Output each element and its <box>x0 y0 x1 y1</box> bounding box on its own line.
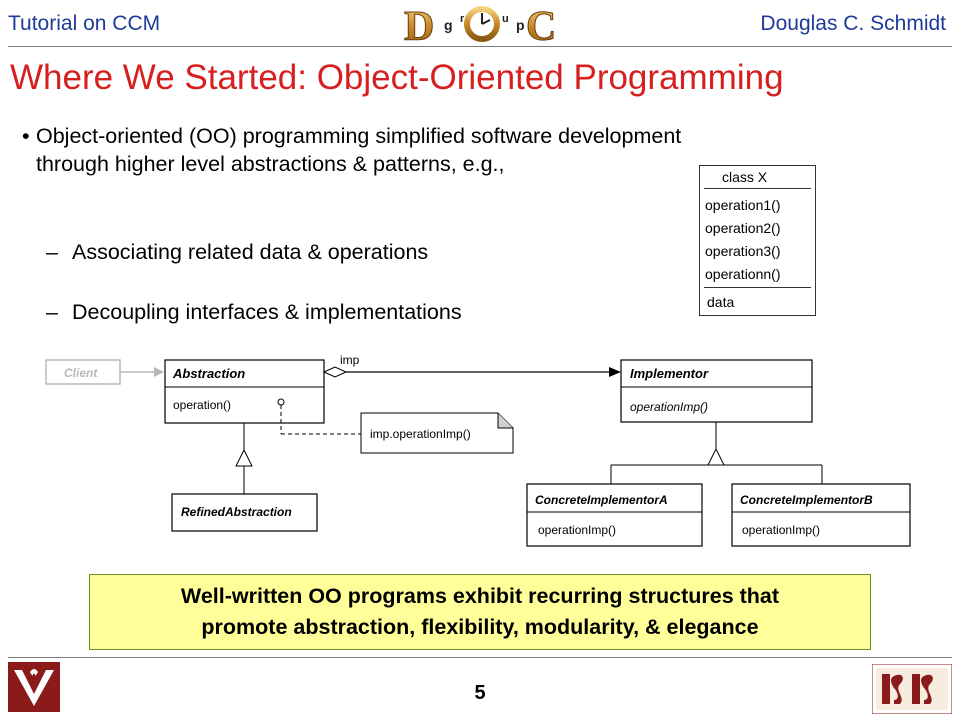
class-x-box <box>699 165 816 316</box>
class-x-name: class X <box>722 169 768 185</box>
logo-letter-d: D <box>404 4 435 46</box>
class-x-data: data <box>707 294 735 310</box>
logo-letter-c: C <box>526 4 557 46</box>
sub-bullet-2 <box>46 300 462 325</box>
logo-letter-r: r <box>460 13 465 25</box>
imp-label: imp <box>340 353 360 367</box>
logo-letter-p: p <box>516 17 525 33</box>
header-right-text: Douglas C. Schmidt <box>760 12 946 35</box>
abstraction-operation: operation() <box>173 398 232 412</box>
isis-logo-icon <box>872 664 952 714</box>
header-left-text: Tutorial on CCM <box>8 12 161 35</box>
callout-line-1: Well-written OO programs exhibit recurring structures that <box>180 584 780 608</box>
aggregation-diamond-icon <box>324 367 346 377</box>
class-x-operation: operationn() <box>705 266 781 282</box>
concrete-implementor-a-label: ConcreteImplementorA <box>535 493 668 507</box>
header-divider <box>8 46 952 47</box>
concrete-implementor-a-operation: operationImp() <box>538 523 617 537</box>
sub-bullet-2-text: Decoupling interfaces & implementations <box>72 300 462 324</box>
class-x-divider <box>704 188 811 189</box>
logo-letter-g: g <box>444 17 453 33</box>
main-bullet-text: Object-oriented (OO) programming simplified software development through higher level abstractions & patterns, e.g., <box>36 124 682 176</box>
class-x-divider <box>704 287 811 288</box>
client-label: Client <box>64 366 98 380</box>
footer-divider <box>8 657 952 658</box>
class-x-operations <box>705 194 781 286</box>
class-x-operation: operation1() <box>705 197 781 213</box>
dash-icon: – <box>46 300 58 324</box>
implementor-operation: operationImp() <box>630 400 709 414</box>
concrete-implementor-b-operation: operationImp() <box>742 523 821 537</box>
bridge-pattern-diagram <box>0 340 960 570</box>
inheritance-triangle-icon <box>236 450 252 466</box>
sub-bullet-1 <box>46 240 428 265</box>
class-x-operation: operation2() <box>705 220 781 236</box>
concrete-implementor-b-label: ConcreteImplementorB <box>740 493 873 507</box>
class-x-operation: operation3() <box>705 243 781 259</box>
refined-abstraction-label: RefinedAbstraction <box>181 505 292 519</box>
callout-box <box>89 574 871 650</box>
page-number: 5 <box>474 682 486 704</box>
sub-bullet-1-text: Associating related data & operations <box>72 240 429 264</box>
abstraction-label: Abstraction <box>173 366 246 381</box>
note-text: imp.operationImp() <box>370 427 471 441</box>
doc-group-logo <box>400 2 560 46</box>
callout-line-2: promote abstraction, flexibility, modularity, & elegance <box>201 615 759 639</box>
note-anchor-icon <box>278 399 284 405</box>
bullet-dot-icon: • <box>22 124 30 148</box>
slide-title: Where We Started: Object-Oriented Programming <box>10 58 784 97</box>
inheritance-triangle-icon <box>708 449 724 465</box>
logo-letter-u: u <box>502 13 509 25</box>
implementor-label: Implementor <box>630 366 709 381</box>
dash-icon: – <box>46 240 58 264</box>
